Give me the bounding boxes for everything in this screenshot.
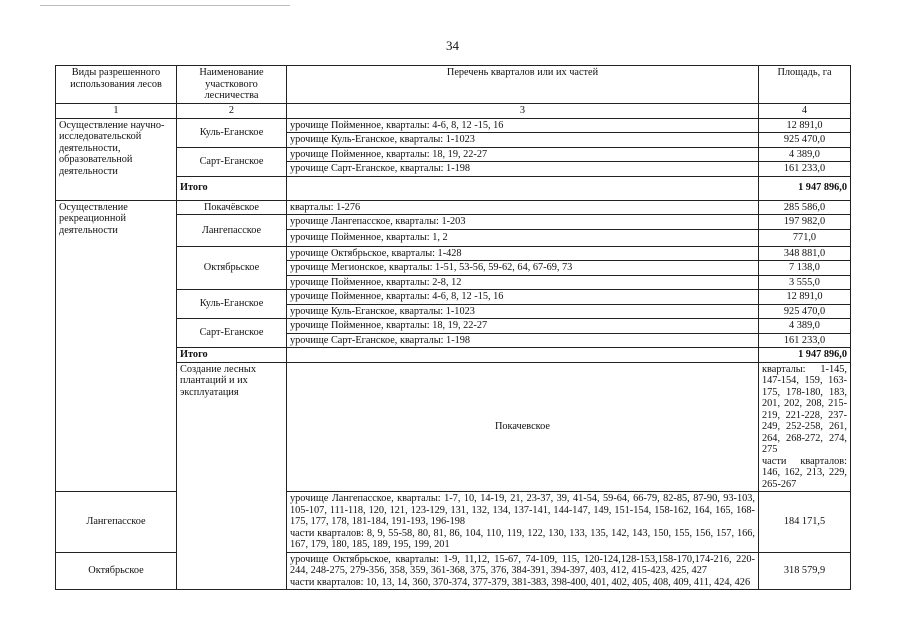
partial-quarters-text: части кварталов: 146, 162, 213, 229, 265-267 — [762, 455, 847, 490]
quarters-cell: урочище Куль-Еганское, кварталы: 1-1023 — [287, 133, 759, 148]
area-cell: 161 233,0 — [759, 162, 851, 177]
top-rule — [40, 5, 290, 6]
forestry-cell: Покачёвское — [177, 200, 287, 215]
area-cell: 12 891,0 — [759, 118, 851, 133]
total-label: Итого — [177, 176, 287, 200]
forestry-cell: Лангепасское — [177, 215, 287, 247]
quarters-cell: урочище Пойменное, кварталы: 4-6, 8, 12 -15, 16 — [287, 290, 759, 305]
header-row — [56, 66, 851, 104]
quarters-cell: урочище Сарт-Еганское, кварталы: 1-198 — [287, 333, 759, 348]
col-number: 4 — [759, 104, 851, 119]
forest-use-table — [55, 65, 851, 590]
empty-cell — [287, 348, 759, 363]
col-number: 3 — [287, 104, 759, 119]
header-use-type: Виды разрешенного использования лесов — [56, 66, 177, 104]
total-area: 1 947 896,0 — [759, 176, 851, 200]
partial-quarters-text: части кварталов: 10, 13, 14, 360, 370-374, 377-379, 381-383, 398-400, 401, 402, 405, 408, 409, 411, 424, 426 — [290, 576, 751, 588]
area-cell: 4 389,0 — [759, 147, 851, 162]
table-row — [56, 552, 851, 590]
quarters-cell: урочище Мегионское, кварталы: 1-51, 53-56, 59-62, 64, 67-69, 73 — [287, 261, 759, 276]
quarters-cell: кварталы: 1-276 — [287, 200, 759, 215]
quarters-cell — [287, 492, 759, 553]
quarters-cell: урочище Пойменное, кварталы: 4-6, 8, 12 -15, 16 — [287, 118, 759, 133]
area-cell: 3 555,0 — [759, 275, 851, 290]
total-label: Итого — [177, 348, 287, 363]
quarters-cell: урочище Пойменное, кварталы: 1, 2 — [287, 229, 759, 246]
forestry-cell: Сарт-Еганское — [177, 147, 287, 176]
area-cell: 925 470,0 — [759, 304, 851, 319]
quarters-text: урочище Октябрьское, кварталы: 1-9, 11,12, 15-67, 74-109, 115, 120-124,128-153,158-170,174-216, 220-244, 248-275, 279-356, 358, 359, 361-368, 375, 376, 384-391, 394-397, 403, 412, 415-423, 425, 427 — [290, 553, 755, 576]
area-cell: 184 171,5 — [759, 492, 851, 553]
header-area: Площадь, га — [759, 66, 851, 104]
quarters-cell: урочище Пойменное, кварталы: 18, 19, 22-27 — [287, 147, 759, 162]
forestry-cell: Октябрьское — [177, 246, 287, 290]
empty-cell — [287, 176, 759, 200]
table-row — [56, 200, 851, 215]
quarters-cell: урочище Пойменное, кварталы: 2-8, 12 — [287, 275, 759, 290]
table-row — [56, 492, 851, 553]
area-cell: 7 138,0 — [759, 261, 851, 276]
area-cell: 285 586,0 — [759, 200, 851, 215]
quarters-cell — [759, 362, 851, 492]
area-cell: 318 579,9 — [759, 552, 851, 590]
page-number: 34 — [446, 38, 459, 53]
forestry-cell: Лангепасское — [56, 492, 177, 553]
header-quarters: Перечень кварталов или их частей — [287, 66, 759, 104]
partial-quarters-text: части кварталов: 8, 9, 55-58, 80, 81, 86, 104, 110, 119, 122, 130, 133, 135, 142, 143, 150, 155, 156, 157, 166, 167, 179, 180, 185, 189, 195, 199, 201 — [290, 527, 755, 550]
table-row — [56, 118, 851, 133]
header-number-row — [56, 104, 851, 119]
header-forestry: Наименование участкового лесничества — [177, 66, 287, 104]
quarters-cell: урочище Куль-Еганское, кварталы: 1-1023 — [287, 304, 759, 319]
area-cell: 771,0 — [759, 229, 851, 246]
forestry-cell: Куль-Еганское — [177, 118, 287, 147]
total-area: 1 947 896,0 — [759, 348, 851, 363]
forestry-cell: Куль-Еганское — [177, 290, 287, 319]
area-cell: 161 233,0 — [759, 333, 851, 348]
quarters-text: кварталы: 1-145, 147-154, 159, 163-175, 178-180, 183, 201, 202, 208, 215-219, 221-228, 237-249, 252-258, 261, 264, 268-272, 274, 275 — [762, 363, 847, 455]
col-number: 1 — [56, 104, 177, 119]
col-number: 2 — [177, 104, 287, 119]
quarters-cell: урочище Лангепасское, кварталы: 1-203 — [287, 215, 759, 230]
quarters-cell — [287, 552, 759, 590]
forestry-cell: Сарт-Еганское — [177, 319, 287, 348]
area-cell: 925 470,0 — [759, 133, 851, 148]
forestry-cell: Покачевское — [287, 362, 759, 492]
forestry-cell: Октябрьское — [56, 552, 177, 590]
use-type-cell: Создание лесных плантаций и их эксплуатация — [177, 362, 287, 590]
area-cell: 197 982,0 — [759, 215, 851, 230]
quarters-cell: урочище Сарт-Еганское, кварталы: 1-198 — [287, 162, 759, 177]
area-cell: 348 881,0 — [759, 246, 851, 261]
quarters-cell: урочище Пойменное, кварталы: 18, 19, 22-27 — [287, 319, 759, 334]
use-type-cell: Осуществление рекреационной деятельности — [56, 200, 177, 492]
area-cell: 4 389,0 — [759, 319, 851, 334]
use-type-cell: Осуществление научно-исследовательской деятельности, образовательной деятельности — [56, 118, 177, 200]
area-cell: 12 891,0 — [759, 290, 851, 305]
quarters-cell: урочище Октябрьское, кварталы: 1-428 — [287, 246, 759, 261]
quarters-text: урочище Лангепасское, кварталы: 1-7, 10, 14-19, 21, 23-37, 39, 41-54, 59-64, 66-79, 82-85, 87-90, 93-103, 105-107, 111-118, 120, 121, 123-129, 131, 132, 134, 137-141, 144-147, 149, 151-154, 158-162, 164, 165, 168-175, 177, 178, 181-184, 191-193, 196-198 — [290, 493, 755, 527]
